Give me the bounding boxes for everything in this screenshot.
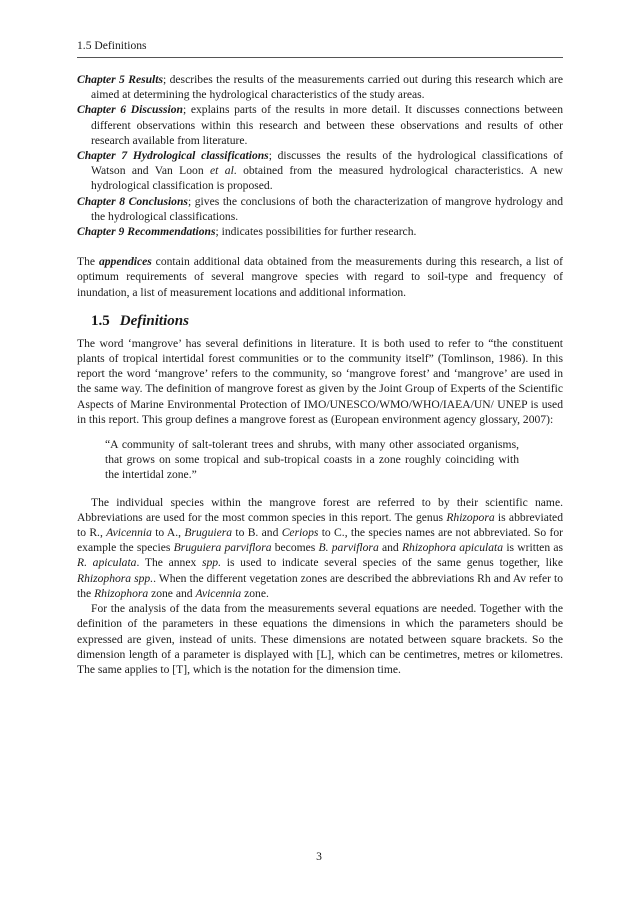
running-header: 1.5 Definitions	[77, 39, 147, 52]
analysis-paragraph: For the analysis of the data from the measurements several equations are needed. Together with the definition of the parameters in these equations the dimensions in which the parameters should be expressed are given, instead of units. These dimensions are notated between square brackets. So the dimension length of a parameter is displayed with [L], which can be centimetres, metres or kilometres. The same applies to [T], which is the notation for the dimension time.	[77, 602, 563, 676]
chapter-item-9	[77, 224, 563, 239]
genus-abbreviation: C.	[334, 526, 345, 540]
text-run: is used to indicate several species of the same genus together, like	[221, 556, 563, 570]
section-number: 1.5	[91, 312, 110, 329]
chapter-description: ; indicates possibilities for further research.	[215, 225, 417, 239]
chapter-item-8	[77, 194, 563, 224]
genus-name: Bruguiera	[184, 526, 233, 540]
text-run: zone and	[148, 586, 196, 600]
chapter-title: Chapter 6 Discussion	[77, 103, 183, 117]
chapter-item-6	[77, 102, 563, 148]
species-name: R. apiculata	[77, 556, 137, 570]
appendices-paragraph	[77, 254, 563, 300]
chapter-description: ; describes the results of the measurements carried out during this research which are aimed at determining the hydrological characteristics of the study areas.	[91, 73, 563, 102]
text-run: ,	[178, 526, 185, 540]
chapter-description: ; gives the conclusions of both the characterization of mangrove hydrology and the hydrological classifications.	[91, 194, 563, 223]
appendices-text: contain additional data obtained from the measurements during this research, a list of optimum requirements of several mangrove species with regard to soil-type and frequency of inundation, a list of measurement locations and additional information.	[77, 255, 563, 299]
genus-abbreviation: B.	[247, 526, 259, 540]
chapter-item-5	[77, 72, 563, 102]
appendices-pre: The	[77, 255, 99, 269]
genus-name: Rhizopora	[446, 510, 495, 524]
section-heading	[91, 312, 563, 330]
text-run: , the species names are not abbreviated. So for example the species	[77, 526, 563, 555]
page-content	[77, 72, 563, 677]
text-run: to	[318, 526, 335, 540]
text-run: The individual species within the mangrove forest are referred to by their scientific name. Abbreviations are used for the most common species in this report. The genus	[77, 495, 563, 524]
text-run: to	[151, 526, 167, 540]
text-run: . When the different vegetation zones are described the abbreviations Rh and Av refer to the	[77, 571, 563, 600]
chapter-description: ; explains parts of the results in more detail. It discusses connections between different observations within this research and between these observations and results of other research available from literature.	[91, 103, 563, 147]
genus-name: Rhizophora	[94, 586, 149, 600]
genus-abbreviation: R.	[89, 526, 100, 540]
et-al: et al	[210, 164, 234, 178]
appendices-term: appendices	[98, 255, 152, 269]
header-rule	[77, 57, 563, 58]
chapter-title: Chapter 9 Recommendations	[77, 225, 216, 239]
text-run: and	[258, 526, 282, 540]
text-run: . The annex	[136, 556, 202, 570]
species-section	[77, 495, 563, 677]
species-name: Rhizophora apiculata	[401, 541, 504, 555]
text-run: to	[232, 526, 248, 540]
genus-abbreviation: A.	[166, 526, 179, 540]
chapter-title: Chapter 5 Results	[77, 73, 164, 86]
species-name: B. parviflora	[318, 541, 379, 555]
text-run: and	[378, 541, 402, 555]
genus-name: Avicennia	[195, 586, 242, 600]
text-run: is abbreviated to	[77, 510, 564, 540]
species-name: Bruguiera parviflora	[173, 541, 272, 555]
chapter-title: Chapter 8 Conclusions	[77, 194, 188, 208]
chapter-title: Chapter 7 Hydrological classifications	[77, 149, 269, 163]
genus-name: Avicennia	[106, 526, 152, 540]
chapter-item-7	[77, 148, 563, 194]
genus-name: Ceriops	[281, 526, 319, 540]
chapter-list	[77, 72, 563, 239]
text-run: is written as	[503, 541, 563, 555]
species-annex: spp.	[202, 556, 222, 570]
definition-paragraph: The word ‘mangrove’ has several definitions in literature. It is both used to refer to “the constituent plants of tropical intertidal forest communities or to the community itself” (Tomlinson, 1986). In this report the word ‘mangrove’ refers to the community, so ‘mangrove forest’ and ‘mangrove’ are used in the same way. The definition of mangrove forest as given by the Joint Group of Experts of the Scientific Aspects of Marine Environmental Protection of IMO/UNESCO/WMO/WHO/IAEA/UN/ UNEP is used in this report. This group defines a mangrove forest as (European environment agency glossary, 2007):	[77, 336, 563, 426]
text-run: zone.	[241, 586, 269, 600]
chapter-description-cont: . obtained from the measured hydrological characteristics. A new hydrological classification is proposed.	[91, 164, 563, 193]
spacer	[77, 239, 563, 254]
chapter-description: ; discusses the results of the hydrological classifications of Watson and Van Loon	[91, 149, 563, 178]
block-quote: “A community of salt-tolerant trees and shrubs, with many other associated organisms, that grows on some tropical and sub-tropical coasts in a zone roughly coinciding with the intertidal zone.”	[105, 438, 519, 482]
species-name: Rhizophora spp.	[77, 571, 154, 585]
text-run: ,	[99, 526, 107, 540]
species-paragraph	[77, 495, 563, 601]
section-title: Definitions	[119, 312, 189, 329]
page-number: 3	[316, 850, 322, 863]
text-run: becomes	[271, 541, 319, 555]
